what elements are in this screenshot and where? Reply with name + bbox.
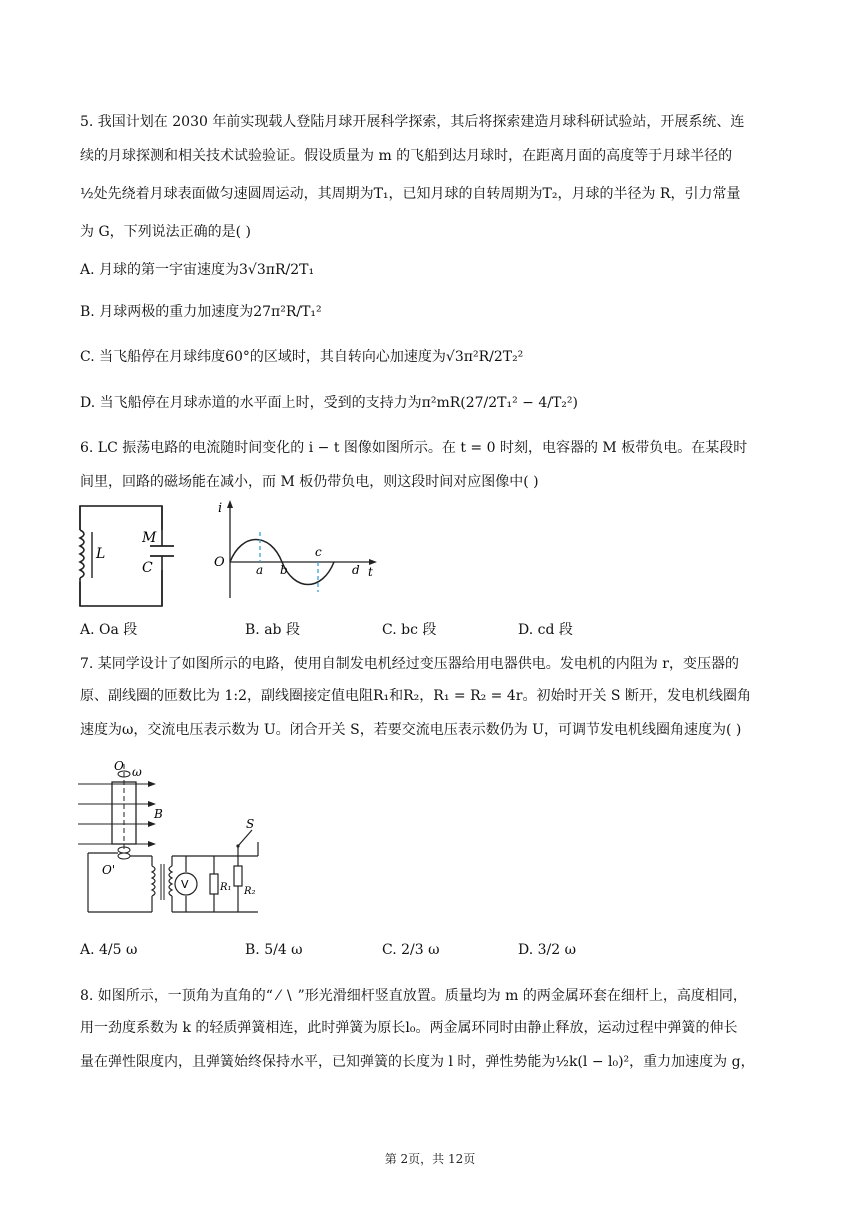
q7-option-a: A. 4/5 ω xyxy=(80,942,138,958)
page-footer: 第 2页，共 12页 xyxy=(384,1152,476,1166)
q5-option-a: A. 月球的第一宇宙速度为3√3πR/2T₁ xyxy=(80,262,315,278)
switch-label: S xyxy=(246,817,255,831)
q6-option-b: B. ab 段 xyxy=(245,622,300,638)
origin-label: O xyxy=(214,555,225,570)
q7-option-b: B. 5/4 ω xyxy=(245,942,303,958)
point-d-label: d xyxy=(352,563,360,577)
voltmeter-label: V xyxy=(181,878,189,891)
q7-stem-line-3: 速度为ω，交流电压表示数为 U。闭合开关 S，若要交流电压表示数仍为 U，可调节发电机线圈角速度为( ) xyxy=(80,722,742,738)
q5-stem-line-1: 5. 我国计划在 2030 年前实现载人登陆月球开展科学探索，其后将探索建造月球科研试验站，开展系统、连 xyxy=(80,114,745,130)
q5-stem-line-4: 为 G，下列说法正确的是( ) xyxy=(80,224,252,240)
r1-label: R₁ xyxy=(220,882,232,893)
axis-label-t: t xyxy=(368,565,373,579)
q6-stem-line-1: 6. LC 振荡电路的电流随时间变化的 i − t 图像如图所示。在 t = 0 时刻，电容器的 M 板带负电。在某段时 xyxy=(80,440,748,456)
q5-stem-line-2: 续的月球探测和相关技术试验验证。假设质量为 m 的飞船到达月球时，在距离月面的高度等于月球半径的 xyxy=(80,148,733,164)
lc-circuit-figure xyxy=(76,500,186,612)
q8-stem-line-3: 量在弹性限度内，且弹簧始终保持水平，已知弹簧的长度为 l 时，弹性势能为½k(l − l₀)²，重力加速度为 g， xyxy=(80,1054,755,1070)
q5-option-d: D. 当飞船停在月球赤道的水平面上时，受到的支持力为π²mR(27/2T₁² − 4/T₂²) xyxy=(80,395,578,411)
q7-option-d: D. 3/2 ω xyxy=(518,942,577,958)
axis-label-i: i xyxy=(218,501,223,516)
q5-option-c: C. 当飞船停在月球纬度60°的区域时，其自转向心加速度为√3π²R/2T₂² xyxy=(80,349,524,365)
label-m: M xyxy=(142,530,157,546)
omega-label: ω xyxy=(132,765,142,779)
q5-option-b: B. 月球两极的重力加速度为27π²R/T₁² xyxy=(80,304,322,320)
q7-stem-line-2: 原、副线圈的匝数比为 1:2，副线圈接定值电阻R₁和R₂，R₁ = R₂ = 4r。初始时开关 S 断开，发电机线圈角 xyxy=(80,688,751,704)
q8-stem-line-1: 8. 如图所示，一顶角为直角的“ ⁄ ∖ ”形光滑细杆竖直放置。质量均为 m 的两金属环套在细杆上，高度相同， xyxy=(80,988,747,1004)
label-c: C xyxy=(142,560,153,576)
q7-option-c: C. 2/3 ω xyxy=(382,942,440,958)
point-c-label: c xyxy=(315,545,322,559)
q6-option-a: A. Oa 段 xyxy=(80,622,138,638)
point-b-label: b xyxy=(280,563,288,577)
b-field-label: B xyxy=(154,807,163,821)
generator-circuit-figure xyxy=(78,756,268,920)
q7-stem-line-1: 7. 某同学设计了如图所示的电路，使用自制发电机经过变压器给用电器供电。发电机的内阻为 r，变压器的 xyxy=(80,656,739,672)
i-t-graph-figure xyxy=(212,498,382,602)
q6-option-c: C. bc 段 xyxy=(382,622,437,638)
axis-bottom-label: O' xyxy=(102,863,116,877)
q6-option-d: D. cd 段 xyxy=(518,622,573,638)
axis-top-label: O xyxy=(114,759,124,773)
q8-stem-line-2: 用一劲度系数为 k 的轻质弹簧相连，此时弹簧为原长l₀。两金属环同时由静止释放，运动过程中弹簧的伸长 xyxy=(80,1020,738,1036)
label-l: L xyxy=(96,546,106,562)
point-a-label: a xyxy=(256,563,264,577)
q6-stem-line-2: 间里，回路的磁场能在减小，而 M 板仍带负电，则这段时间对应图像中( ) xyxy=(80,474,539,490)
q5-stem-line-3: ½处先绕着月球表面做匀速圆周运动，其周期为T₁，已知月球的自转周期为T₂，月球的半径为 R，引力常量 xyxy=(80,186,741,202)
r2-label: R₂ xyxy=(244,886,256,897)
